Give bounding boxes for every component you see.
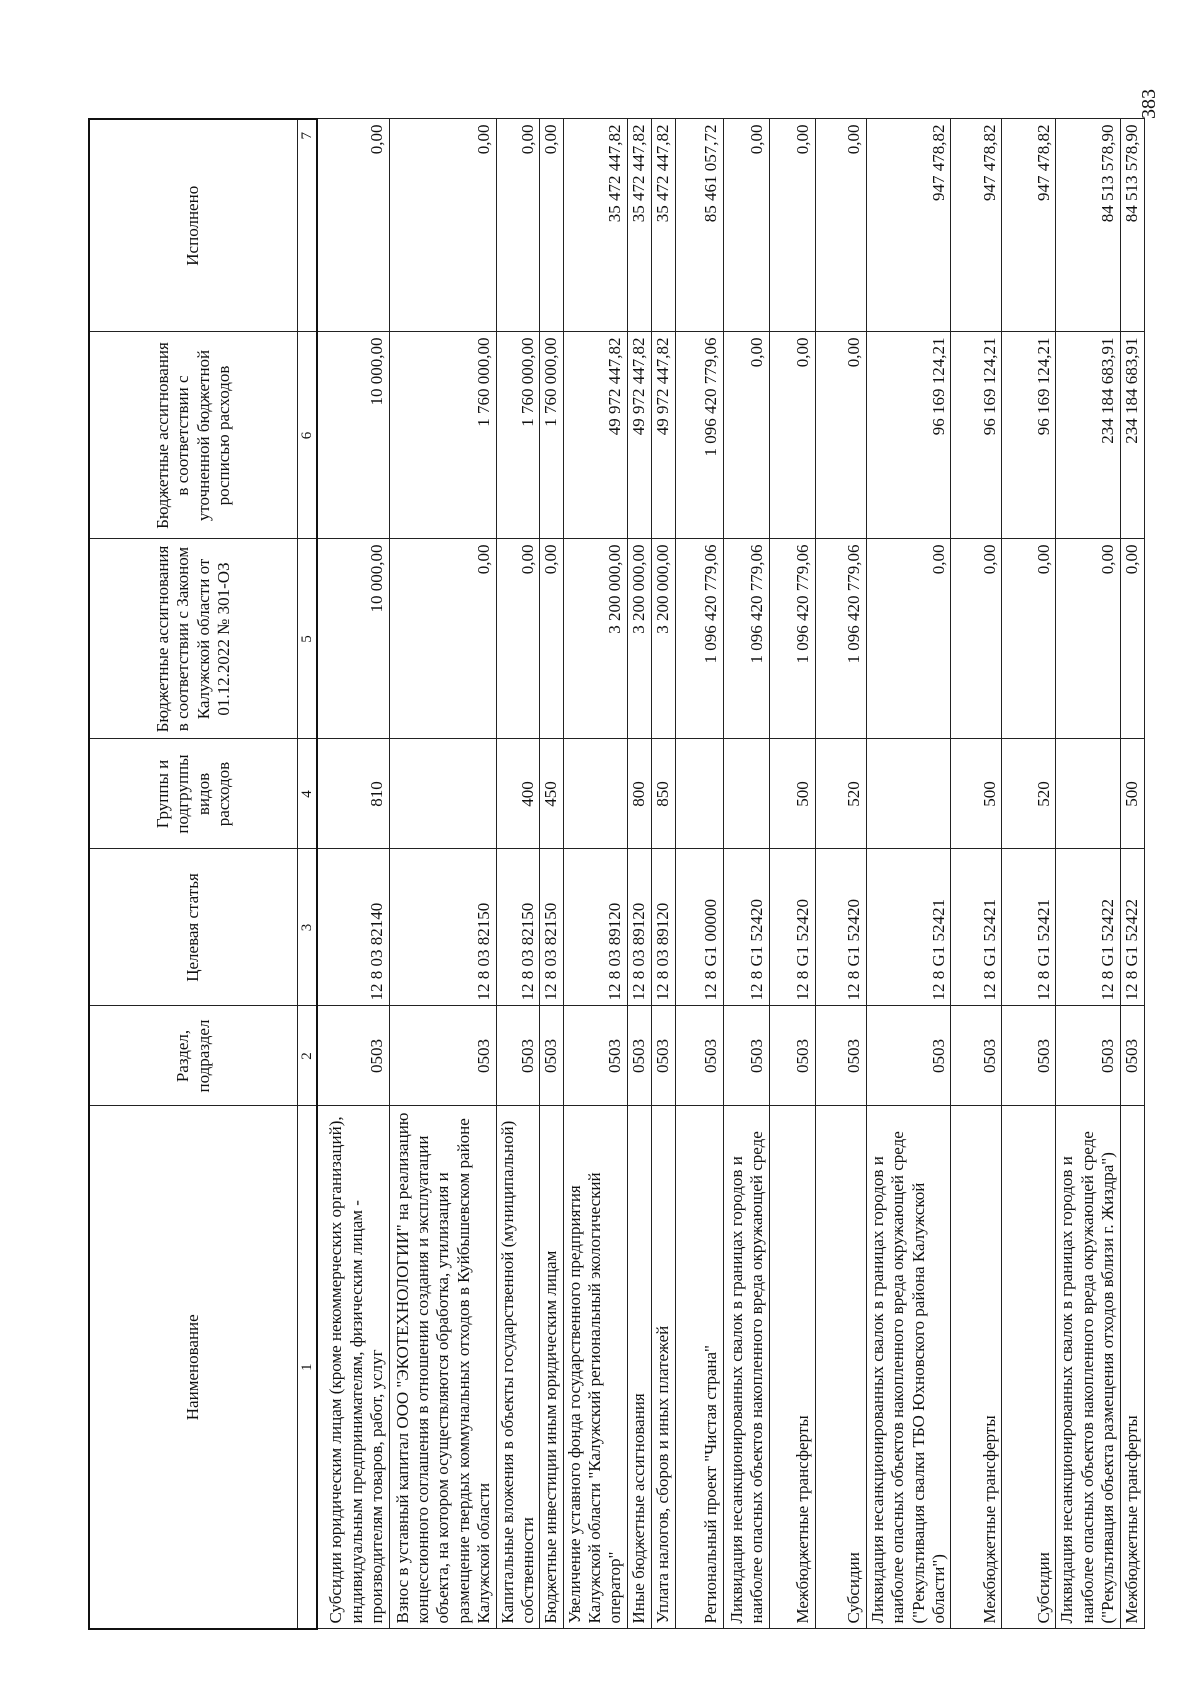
table-row: [317, 119, 389, 1629]
row-name: Субсидии: [1002, 1106, 1056, 1629]
row-plan-amount: 49 972 447,82: [627, 332, 651, 539]
row-plan-amount: 234 184 683,91: [1120, 332, 1144, 539]
row-executed-amount: 35 472 447,82: [563, 119, 627, 332]
row-law-amount: 3 200 000,00: [627, 539, 651, 739]
header-target: Целевая статья: [89, 849, 298, 1006]
row-executed-amount: 35 472 447,82: [651, 119, 675, 332]
table-row: [496, 119, 540, 1629]
row-law-amount: 1 096 420 779,06: [815, 539, 866, 739]
row-law-amount: 1 096 420 779,06: [723, 539, 769, 739]
row-section: 0503: [540, 1006, 563, 1106]
row-target: 12 8 03 89120: [651, 849, 675, 1006]
row-plan-amount: 234 184 683,91: [1056, 332, 1120, 539]
row-target: 12 8 03 89120: [627, 849, 651, 1006]
row-executed-amount: 84 513 578,90: [1120, 119, 1144, 332]
row-plan-amount: 10 000,00: [317, 332, 389, 539]
row-group: [675, 739, 723, 849]
row-plan-amount: 49 972 447,82: [651, 332, 675, 539]
row-law-amount: 1 096 420 779,06: [675, 539, 723, 739]
table-row: [769, 119, 815, 1629]
row-group: 500: [769, 739, 815, 849]
row-name: Ликвидация несанкционированных свалок в границах городов и наиболее опасных объектов накопленного вреда окружающей среде ("Рекультивация свалки ТБО Юхновского района Калужской области"): [866, 1106, 951, 1629]
row-law-amount: 0,00: [866, 539, 951, 739]
row-group: 450: [540, 739, 563, 849]
row-target: 12 8 03 82140: [317, 849, 389, 1006]
row-law-amount: 10 000,00: [317, 539, 389, 739]
row-section: 0503: [627, 1006, 651, 1106]
row-name: Межбюджетные трансферты: [769, 1106, 815, 1629]
row-executed-amount: 0,00: [815, 119, 866, 332]
row-name: Иные бюджетные ассигнования: [627, 1106, 651, 1629]
column-number: 7: [298, 119, 318, 332]
row-name: Уплата налогов, сборов и иных платежей: [651, 1106, 675, 1629]
row-group: 500: [951, 739, 1002, 849]
row-law-amount: 3 200 000,00: [563, 539, 627, 739]
row-target: 12 8 G1 52420: [769, 849, 815, 1006]
row-executed-amount: 947 478,82: [951, 119, 1002, 332]
row-plan-amount: 96 169 124,21: [951, 332, 1002, 539]
row-executed-amount: 947 478,82: [866, 119, 951, 332]
budget-execution-table: [88, 118, 1145, 1630]
row-plan-amount: 1 096 420 779,06: [675, 332, 723, 539]
row-executed-amount: 35 472 447,82: [627, 119, 651, 332]
row-executed-amount: 0,00: [389, 119, 496, 332]
row-target: 12 8 03 89120: [563, 849, 627, 1006]
row-section: 0503: [389, 1006, 496, 1106]
row-group: [866, 739, 951, 849]
row-name: Ликвидация несанкционированных свалок в границах городов и наиболее опасных объектов накопленного вреда окружающей среде: [723, 1106, 769, 1629]
column-number: 1: [298, 1106, 318, 1629]
row-section: 0503: [866, 1006, 951, 1106]
row-law-amount: 0,00: [1056, 539, 1120, 739]
row-group: 810: [317, 739, 389, 849]
row-group: 520: [815, 739, 866, 849]
table-row: [723, 119, 769, 1629]
row-group: [723, 739, 769, 849]
row-group: 520: [1002, 739, 1056, 849]
row-plan-amount: 1 760 000,00: [496, 332, 540, 539]
row-plan-amount: 0,00: [723, 332, 769, 539]
row-group: [1056, 739, 1120, 849]
row-law-amount: 0,00: [1120, 539, 1144, 739]
row-name: Капитальные вложения в объекты государственной (муниципальной) собственности: [496, 1106, 540, 1629]
row-executed-amount: 0,00: [496, 119, 540, 332]
row-executed-amount: 0,00: [540, 119, 563, 332]
header-row: [89, 119, 298, 1629]
row-plan-amount: 49 972 447,82: [563, 332, 627, 539]
column-number-row: [298, 119, 318, 1629]
row-group: 850: [651, 739, 675, 849]
table-row: [1056, 119, 1120, 1629]
row-section: 0503: [496, 1006, 540, 1106]
row-executed-amount: 84 513 578,90: [1056, 119, 1120, 332]
row-target: 12 8 03 82150: [540, 849, 563, 1006]
row-plan-amount: 96 169 124,21: [866, 332, 951, 539]
row-plan-amount: 1 760 000,00: [540, 332, 563, 539]
header-law-allocation: Бюджетные ассигнования в соответствии с Законом Калужской области от 01.12.2022 № 301-ОЗ: [89, 539, 298, 739]
table-row: [1120, 119, 1144, 1629]
row-section: 0503: [317, 1006, 389, 1106]
row-target: 12 8 G1 52421: [951, 849, 1002, 1006]
header-name: Наименование: [89, 1106, 298, 1629]
page-number: 383: [1138, 89, 1160, 119]
header-expense-group: Группы и подгруппы видов расходов: [89, 739, 298, 849]
table-row: [540, 119, 563, 1629]
header-executed: Исполнено: [89, 119, 298, 332]
table-row: [389, 119, 496, 1629]
column-number: 5: [298, 539, 318, 739]
row-section: 0503: [815, 1006, 866, 1106]
row-name: Межбюджетные трансферты: [951, 1106, 1002, 1629]
table-row: [1002, 119, 1056, 1629]
row-section: 0503: [651, 1006, 675, 1106]
row-target: 12 8 03 82150: [496, 849, 540, 1006]
row-plan-amount: 1 760 000,00: [389, 332, 496, 539]
row-section: 0503: [769, 1006, 815, 1106]
row-plan-amount: 96 169 124,21: [1002, 332, 1056, 539]
row-executed-amount: 947 478,82: [1002, 119, 1056, 332]
table-row: [815, 119, 866, 1629]
row-group: 500: [1120, 739, 1144, 849]
row-group: [389, 739, 496, 849]
row-section: 0503: [723, 1006, 769, 1106]
row-name: Региональный проект "Чистая страна": [675, 1106, 723, 1629]
table-row: [675, 119, 723, 1629]
row-name: Ликвидация несанкционированных свалок в границах городов и наиболее опасных объектов накопленного вреда окружающей среде ("Рекультивация объекта размещения отходов вблизи г. Жиздра"): [1056, 1106, 1120, 1629]
row-section: 0503: [1056, 1006, 1120, 1106]
row-law-amount: 0,00: [951, 539, 1002, 739]
row-executed-amount: 85 461 057,72: [675, 119, 723, 332]
row-name: Субсидии: [815, 1106, 866, 1629]
row-section: 0503: [675, 1006, 723, 1106]
row-law-amount: 1 096 420 779,06: [769, 539, 815, 739]
table-row: [563, 119, 627, 1629]
row-executed-amount: 0,00: [769, 119, 815, 332]
table-row: [651, 119, 675, 1629]
row-executed-amount: 0,00: [317, 119, 389, 332]
row-plan-amount: 0,00: [815, 332, 866, 539]
column-number: 2: [298, 1006, 318, 1106]
row-target: 12 8 G1 52422: [1120, 849, 1144, 1006]
row-target: 12 8 G1 52421: [1002, 849, 1056, 1006]
row-law-amount: 0,00: [389, 539, 496, 739]
row-plan-amount: 0,00: [769, 332, 815, 539]
table-row: [627, 119, 651, 1629]
table-row: [866, 119, 951, 1629]
column-number: 3: [298, 849, 318, 1006]
row-section: 0503: [951, 1006, 1002, 1106]
row-name: Межбюджетные трансферты: [1120, 1106, 1144, 1629]
row-section: 0503: [1002, 1006, 1056, 1106]
row-law-amount: 0,00: [496, 539, 540, 739]
header-section: Раздел, подраздел: [89, 1006, 298, 1106]
row-executed-amount: 0,00: [723, 119, 769, 332]
row-law-amount: 3 200 000,00: [651, 539, 675, 739]
row-name: Субсидии юридическим лицам (кроме некоммерческих организаций), индивидуальным предпринимателям, физическим лицам - производителям товаров, работ, услуг: [317, 1106, 389, 1629]
row-group: 400: [496, 739, 540, 849]
table-row: [951, 119, 1002, 1629]
column-number: 6: [298, 332, 318, 539]
row-target: 12 8 G1 52422: [1056, 849, 1120, 1006]
header-plan-allocation: Бюджетные ассигнования в соответствии с уточненной бюджетной росписью расходов: [89, 332, 298, 539]
row-name: Взнос в уставный капитал ООО "ЭКОТЕХНОЛОГИИ" на реализацию концессионного соглашения в отношении создания и эксплуатации объекта, на котором осуществляются обработка, утилизация и размещение твердых коммунальных отходов в Куйбышевском районе Калужской области: [389, 1106, 496, 1629]
row-target: 12 8 G1 52420: [815, 849, 866, 1006]
row-section: 0503: [1120, 1006, 1144, 1106]
column-number: 4: [298, 739, 318, 849]
row-target: 12 8 G1 52420: [723, 849, 769, 1006]
row-group: [563, 739, 627, 849]
row-name: Увеличение уставного фонда государственного предприятия Калужской области "Калужский региональный экологический оператор": [563, 1106, 627, 1629]
row-law-amount: 0,00: [1002, 539, 1056, 739]
row-group: 800: [627, 739, 651, 849]
table-body: [317, 119, 1144, 1629]
row-target: 12 8 03 82150: [389, 849, 496, 1006]
row-section: 0503: [563, 1006, 627, 1106]
row-target: 12 8 G1 52421: [866, 849, 951, 1006]
row-name: Бюджетные инвестиции иным юридическим лицам: [540, 1106, 563, 1629]
row-target: 12 8 G1 00000: [675, 849, 723, 1006]
row-law-amount: 0,00: [540, 539, 563, 739]
